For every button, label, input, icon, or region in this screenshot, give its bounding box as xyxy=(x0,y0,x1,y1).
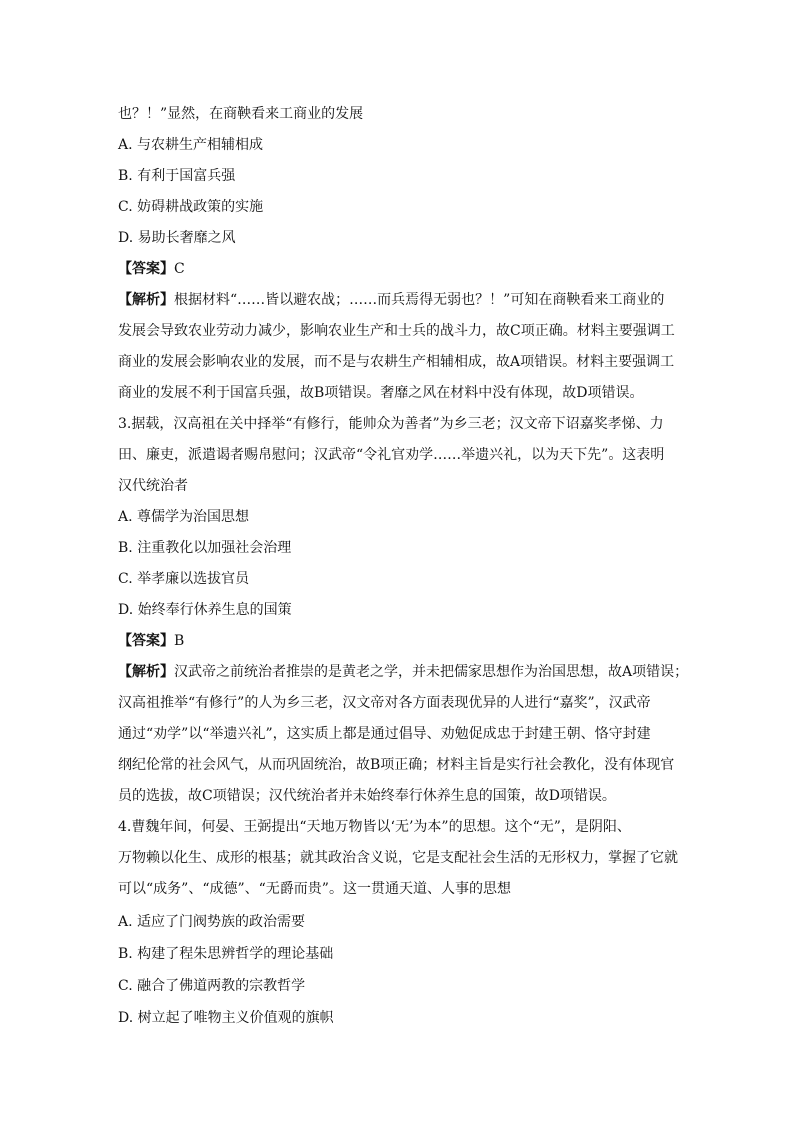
question-4-stem-line-1: 4.曹魏年间，何晏、王弼提出“天地万物皆以‘无’为本”的思想。这个“无”，是阴阳、 xyxy=(118,819,631,835)
q2-analysis-line-1 xyxy=(118,290,664,310)
q2-analysis-line-3: 商业的发展会影响农业的发展，而不是与农耕生产相辅相成，故A项错误。材料主要强调工 xyxy=(118,354,675,370)
q2-analysis-line-2: 发展会导致农业劳动力减少，影响农业生产和士兵的战斗力，故C项正确。材料主要强调工 xyxy=(118,323,675,339)
q4-option-d: D. 树立起了唯物主义价值观的旗帜 xyxy=(118,1010,334,1026)
question-2-stem-end: 也？！”显然，在商鞅看来工商业的发展 xyxy=(118,106,364,122)
q3-analysis-line-1 xyxy=(118,662,688,682)
q3-option-a: A. 尊儒学为治国思想 xyxy=(118,509,250,525)
q2-answer-value: C xyxy=(174,261,185,277)
q2-analysis-text-1: 根据材料“……皆以避农战；……而兵焉得无弱也？！”可知在商鞅看来工商业的 xyxy=(174,292,665,308)
q3-analysis-line-5: 员的选拔，故C项错误；汉代统治者并未始终奉行休养生息的国策，故D项错误。 xyxy=(118,788,616,804)
question-3-stem-line-3: 汉代统治者 xyxy=(118,478,188,494)
q3-answer-value: B xyxy=(174,633,185,649)
q3-analysis-line-2: 汉高祖推举“有修行”的人为乡三老，汉文帝对各方面表现优异的人进行“嘉奖”，汉武帝 xyxy=(118,695,651,711)
q2-option-a: A. 与农耕生产相辅相成 xyxy=(118,137,264,153)
answer-tag: 【答案】 xyxy=(118,261,174,277)
question-4-stem-line-2: 万物赖以化生、成形的根基；就其政治含义说，它是支配社会生活的无形权力，掌握了它就 xyxy=(118,850,678,866)
q2-option-b: B. 有利于国富兵强 xyxy=(118,168,236,184)
q2-answer xyxy=(118,259,185,279)
q3-analysis-text-1: 汉武帝之前统治者推崇的是黄老之学，并未把儒家思想作为治国思想，故A项错误； xyxy=(174,664,689,680)
analysis-tag: 【解析】 xyxy=(118,292,174,308)
q4-option-a: A. 适应了门阀势族的政治需要 xyxy=(118,914,306,930)
q2-option-c: C. 妨碍耕战政策的实施 xyxy=(118,199,264,215)
answer-tag: 【答案】 xyxy=(118,633,174,649)
q3-option-c: C. 举孝廉以选拔官员 xyxy=(118,571,250,587)
q2-analysis-line-4: 商业的发展不利于国富兵强，故B项错误。奢靡之风在材料中没有体现，故D项错误。 xyxy=(118,385,644,401)
analysis-tag: 【解析】 xyxy=(118,664,174,680)
question-3-stem-line-1: 3.据载，汉高祖在关中择举“有修行，能帅众为善者”为乡三老；汉文帝下诏嘉奖孝悌、力 xyxy=(118,416,664,432)
question-4-stem-line-3: 可以“成务”、“成德”、“无爵而贵”。这一贯通天道、人事的思想 xyxy=(118,881,511,897)
q3-answer xyxy=(118,631,184,651)
q4-option-c: C. 融合了佛道两教的宗教哲学 xyxy=(118,978,306,994)
q3-analysis-line-3: 通过“劝学”以“举遗兴礼”，这实质上都是通过倡导、劝勉促成忠于封建王朝、恪守封建 xyxy=(118,726,651,742)
question-3-stem-line-2: 田、廉吏，派遣谒者赐帛慰问；汉武帝“令礼官劝学……举遗兴礼，以为天下先”。这表明 xyxy=(118,447,665,463)
q3-option-d: D. 始终奉行休养生息的国策 xyxy=(118,602,292,618)
q3-option-b: B. 注重教化以加强社会治理 xyxy=(118,540,292,556)
q4-option-b: B. 构建了程朱思辨哲学的理论基础 xyxy=(118,946,334,962)
q3-analysis-line-4: 纲纪伦常的社会风气，从而巩固统治，故B项正确；材料主旨是实行社会教化，没有体现官 xyxy=(118,757,675,773)
q2-option-d: D. 易助长奢靡之风 xyxy=(118,230,236,246)
